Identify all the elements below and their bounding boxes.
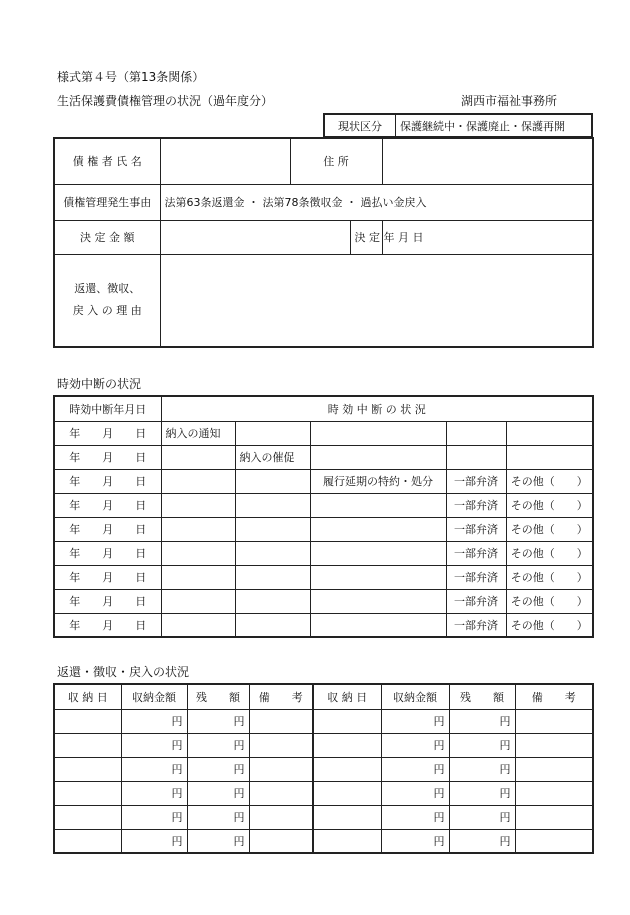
status-label: 現状区分 [324,114,396,137]
partial-payment-cell[interactable]: 一部弁済 [446,517,506,541]
demand-cell-empty[interactable] [235,589,310,613]
refund-balance-field[interactable]: 円 [187,805,249,829]
notice-cell-empty[interactable] [161,445,235,469]
refund-note-field[interactable] [249,733,313,757]
refund-date-field[interactable] [54,781,121,805]
partial-cell-empty[interactable] [446,421,506,445]
prescription-date[interactable]: 年 月 日 [54,541,161,565]
refund-table [53,683,594,854]
prescription-date[interactable]: 年 月 日 [54,517,161,541]
other-cell[interactable]: その他（ ） [506,565,593,589]
status-options[interactable]: 保護継続中・保護廃止・保護再開 [396,114,593,137]
refund-amount-field[interactable]: 円 [381,757,449,781]
address-field[interactable] [382,138,593,184]
prescription-date[interactable]: 年 月 日 [54,613,161,637]
refund-date-field[interactable] [54,733,121,757]
refund-amount-header: 収納金額 [121,684,187,709]
refund-note-field[interactable] [249,757,313,781]
refund-amount-field[interactable]: 円 [121,709,187,733]
refund-amount-field[interactable]: 円 [121,805,187,829]
other-cell[interactable]: その他（ ） [506,469,593,493]
prescription-date[interactable]: 年 月 日 [54,445,161,469]
refund-amount-header: 収納金額 [381,684,449,709]
refund-date-field[interactable] [313,805,381,829]
refund-date-field[interactable] [54,805,121,829]
extension-cell-empty[interactable] [310,421,446,445]
refund-balance-field[interactable]: 円 [187,757,249,781]
refund-amount-field[interactable]: 円 [381,781,449,805]
refund-note-field[interactable] [249,805,313,829]
refund-note-field[interactable] [249,709,313,733]
notice-cell-empty[interactable] [161,469,235,493]
notice-cell-empty[interactable] [161,565,235,589]
other-cell[interactable]: その他（ ） [506,541,593,565]
partial-payment-cell[interactable]: 一部弁済 [446,565,506,589]
refund-date-field[interactable] [313,757,381,781]
refund-note-header: 備 考 [515,684,593,709]
decided-amount-field[interactable] [160,220,350,254]
extension-cell-empty[interactable] [310,517,446,541]
notice-cell[interactable]: 納入の通知 [161,421,235,445]
partial-payment-cell[interactable]: 一部弁済 [446,541,506,565]
form-number: 様式第４号（第13条関係） [57,70,205,84]
decided-date-label: 決 定 年 月 日 [350,220,382,254]
refund-section-title: 返還・徴収・戻入の状況 [57,665,190,679]
prescription-date[interactable]: 年 月 日 [54,589,161,613]
notice-cell-empty[interactable] [161,493,235,517]
refund-date-field[interactable] [54,757,121,781]
refund-note-header: 備 考 [249,684,313,709]
demand-cell-empty[interactable] [235,541,310,565]
notice-cell-empty[interactable] [161,517,235,541]
extension-cell-empty[interactable] [310,589,446,613]
prescription-date[interactable]: 年 月 日 [54,565,161,589]
notice-cell-empty[interactable] [161,589,235,613]
notice-cell-empty[interactable] [161,613,235,637]
status-table [323,113,593,138]
refund-amount-field[interactable]: 円 [121,829,187,853]
demand-cell-empty[interactable] [235,613,310,637]
refund-date-field[interactable] [313,709,381,733]
refund-note-field[interactable] [515,829,593,853]
info-table [53,137,594,348]
refund-balance-field[interactable]: 円 [187,733,249,757]
refund-balance-field[interactable]: 円 [449,781,515,805]
creditor-name-label: 債 権 者 氏 名 [54,138,160,184]
prescription-table [53,395,594,638]
prescription-date[interactable]: 年 月 日 [54,493,161,517]
other-cell[interactable]: その他（ ） [506,517,593,541]
refund-balance-field[interactable]: 円 [449,709,515,733]
refund-note-field[interactable] [515,781,593,805]
refund-balance-header: 残 額 [187,684,249,709]
prescription-date[interactable]: 年 月 日 [54,421,161,445]
prescription-date[interactable]: 年 月 日 [54,469,161,493]
creditor-name-field[interactable] [160,138,290,184]
refund-date-field[interactable] [313,733,381,757]
refund-amount-field[interactable]: 円 [121,757,187,781]
refund-amount-field[interactable]: 円 [381,709,449,733]
refund-amount-field[interactable]: 円 [381,733,449,757]
extension-cell-empty[interactable] [310,541,446,565]
extension-cell-empty[interactable] [310,445,446,469]
refund-note-field[interactable] [515,805,593,829]
demand-cell-empty[interactable] [235,493,310,517]
refund-balance-field[interactable]: 円 [449,805,515,829]
refund-balance-field[interactable]: 円 [187,781,249,805]
refund-note-field[interactable] [249,781,313,805]
extension-cell-empty[interactable] [310,565,446,589]
refund-amount-field[interactable]: 円 [121,781,187,805]
refund-date-header: 収 納 日 [313,684,381,709]
other-cell[interactable]: その他（ ） [506,589,593,613]
refund-note-field[interactable] [515,733,593,757]
extension-cell-empty[interactable] [310,493,446,517]
refund-balance-field[interactable]: 円 [449,733,515,757]
extension-cell[interactable]: 履行延期の特約・処分 [310,469,446,493]
extension-cell-empty[interactable] [310,613,446,637]
refund-date-field[interactable] [54,709,121,733]
refund-balance-field[interactable]: 円 [449,757,515,781]
other-cell-empty[interactable] [506,445,593,469]
refund-date-header: 収 納 日 [54,684,121,709]
prescription-section-title: 時効中断の状況 [57,377,142,391]
reason-label-line1: 返還、徴収、 [74,282,141,296]
partial-payment-cell[interactable]: 一部弁済 [446,589,506,613]
partial-payment-cell[interactable]: 一部弁済 [446,613,506,637]
partial-cell-empty[interactable] [446,445,506,469]
demand-cell-empty[interactable] [235,517,310,541]
prescription-date-header: 時効中断年月日 [54,396,161,421]
reason-label-line2: 戻 入 の 理 由 [72,304,142,318]
demand-cell[interactable]: 納入の催促 [235,445,310,469]
office-name: 湖西市福祉事務所 [461,94,558,108]
refund-balance-header: 残 額 [449,684,515,709]
refund-note-field[interactable] [515,757,593,781]
cause-label: 債権管理発生事由 [54,184,160,220]
refund-note-field[interactable] [515,709,593,733]
partial-payment-cell[interactable]: 一部弁済 [446,493,506,517]
cause-options[interactable]: 法第63条返還金 ・ 法第78条徴収金 ・ 過払い金戻入 [160,184,593,220]
refund-balance-field[interactable]: 円 [187,829,249,853]
refund-date-field[interactable] [313,781,381,805]
reason-field[interactable] [160,254,593,347]
prescription-status-header: 時 効 中 断 の 状 況 [161,396,593,421]
page-title: 生活保護費債権管理の状況（過年度分） [57,94,274,108]
refund-date-field[interactable] [54,829,121,853]
demand-cell-empty[interactable] [235,469,310,493]
refund-note-field[interactable] [249,829,313,853]
partial-payment-cell[interactable]: 一部弁済 [446,469,506,493]
refund-amount-field[interactable]: 円 [381,805,449,829]
notice-cell-empty[interactable] [161,541,235,565]
other-cell[interactable]: その他（ ） [506,493,593,517]
decided-amount-label: 決 定 金 額 [54,220,160,254]
refund-balance-field[interactable]: 円 [187,709,249,733]
other-cell-empty[interactable] [506,421,593,445]
demand-cell-empty[interactable] [235,421,310,445]
other-cell[interactable]: その他（ ） [506,613,593,637]
refund-amount-field[interactable]: 円 [121,733,187,757]
reason-label [54,254,160,347]
refund-date-field[interactable] [313,829,381,853]
refund-balance-field[interactable]: 円 [449,829,515,853]
demand-cell-empty[interactable] [235,565,310,589]
address-label: 住 所 [290,138,382,184]
refund-amount-field[interactable]: 円 [381,829,449,853]
